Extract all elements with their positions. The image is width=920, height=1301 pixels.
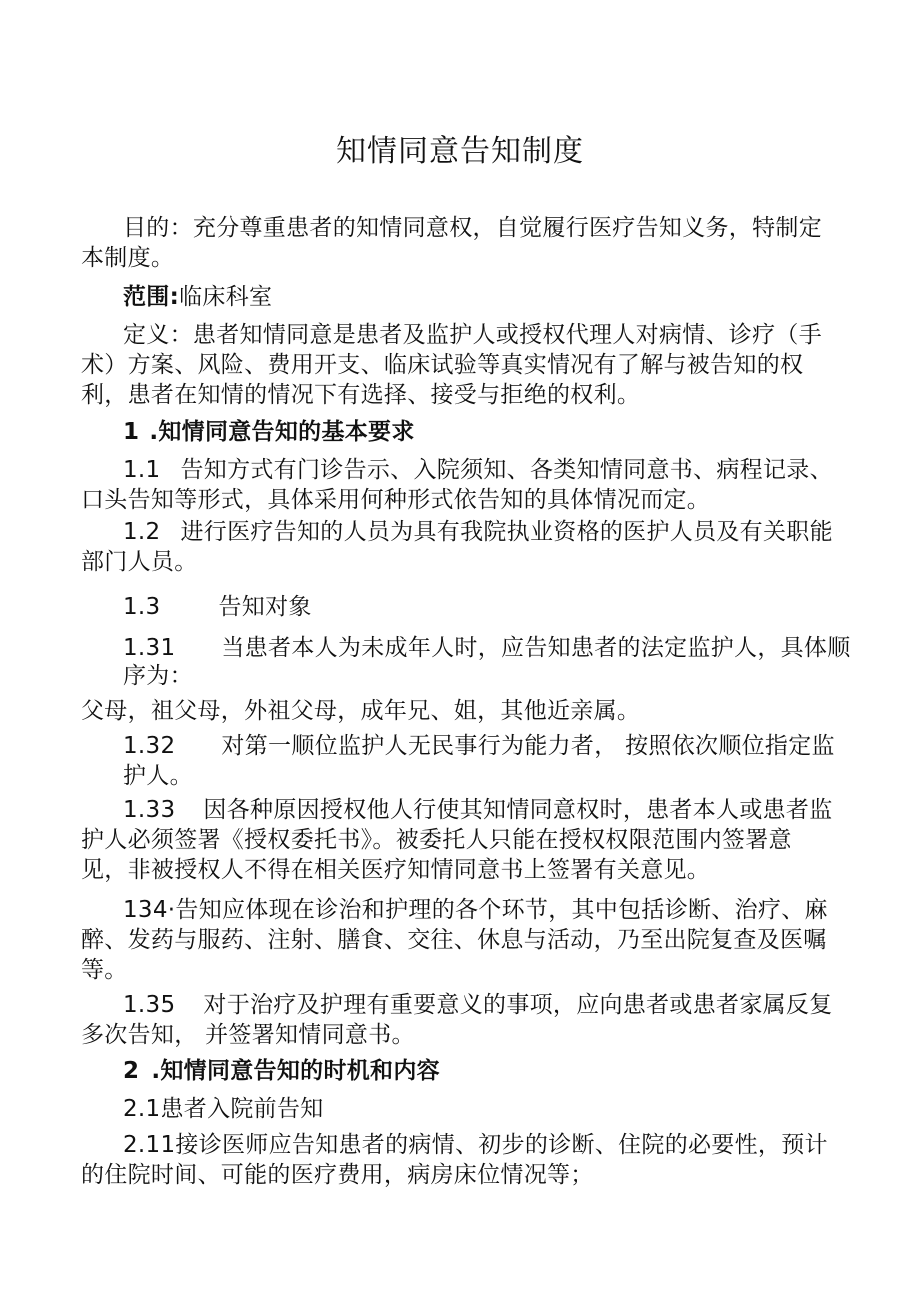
clause-1-2-line-1 xyxy=(123,517,833,547)
clause-1-3-text: 告知对象 xyxy=(218,594,312,620)
clause-1-1-text: 告知方式有门诊告示、入院须知、各类知情同意书、病程记录、 xyxy=(180,457,833,483)
clause-1-33-number: 1.33 xyxy=(123,797,176,823)
clause-2-1-line: 2.1患者入院前告知 xyxy=(123,1096,324,1122)
clause-1-34-line-2: 醉、发药与服药、注射、膳食、交往、休息与活动，乃至出院复查及医嘱 xyxy=(81,927,827,953)
clause-1-31-text: 当患者本人为未成年人时，应告知患者的法定监护人，具体顺 xyxy=(221,635,851,661)
clause-1-33-text: 因各种原因授权他人行使其知情同意权时，患者本人或患者监 xyxy=(203,797,833,823)
section-1-title: .知情同意告知的基本要求 xyxy=(149,419,415,445)
scope-text: 临床科室 xyxy=(179,284,273,310)
clause-1-2-line-2: 部门人员。 xyxy=(81,549,198,575)
clause-1-35-line-1 xyxy=(123,990,833,1020)
definition-line-2: 术）方案、风险、费用开支、临床试验等真实情况有了解与被告知的权 xyxy=(81,352,804,378)
section-2-title: .知情同意告知的时机和内容 xyxy=(151,1058,440,1084)
clause-2-11-line-2: 的住院时间、可能的医疗费用，病房床位情况等； xyxy=(81,1162,594,1188)
clause-1-1-number: 1.1 xyxy=(123,457,161,483)
clause-1-32-text: 对第一顺位监护人无民事行为能力者， 按照依次顺位指定监 xyxy=(221,733,835,759)
clause-1-3-line xyxy=(123,592,312,622)
clause-1-1-line-1 xyxy=(123,455,833,485)
clause-1-1-line-2: 口头告知等形式，具体采用何种形式依告知的具体情况而定。 xyxy=(81,487,711,513)
clause-1-31-line-2: 序为： xyxy=(123,663,193,689)
clause-1-31-line-3: 父母，祖父母，外祖父母，成年兄、姐，其他近亲属。 xyxy=(81,698,641,724)
purpose-line-2: 本制度。 xyxy=(81,245,175,271)
clause-1-32-number: 1.32 xyxy=(123,733,176,759)
scope-label: 范围: xyxy=(123,284,180,310)
clause-1-34-line-3: 等。 xyxy=(81,957,128,983)
clause-1-31-line-1 xyxy=(123,633,851,663)
definition-line-1: 定义：患者知情同意是患者及监护人或授权代理人对病情、诊疗（手 xyxy=(123,322,822,348)
clause-1-2-number: 1.2 xyxy=(123,519,161,545)
clause-1-35-text: 对于治疗及护理有重要意义的事项，应向患者或患者家属反复 xyxy=(203,992,833,1018)
scope-line xyxy=(123,282,272,312)
clause-1-33-line-3: 见，非被授权人不得在相关医疗知情同意书上签署有关意见。 xyxy=(81,857,711,883)
clause-2-11-line-1: 2.11接诊医师应告知患者的病情、初步的诊断、住院的必要性，预计 xyxy=(123,1132,828,1158)
section-1-heading xyxy=(123,417,415,447)
clause-1-2-text: 进行医疗告知的人员为具有我院执业资格的医护人员及有关职能 xyxy=(180,519,833,545)
clause-1-33-line-2: 护人必须签署《授权委托书》。被委托人只能在授权权限范围内签署意 xyxy=(81,827,792,853)
section-2-number: 2 xyxy=(123,1058,140,1084)
clause-1-33-line-1 xyxy=(123,795,833,825)
clause-1-3-number: 1.3 xyxy=(123,594,161,620)
definition-line-3: 利，患者在知情的情况下有选择、接受与拒绝的权利。 xyxy=(81,382,641,408)
clause-1-32-line-2: 护人。 xyxy=(123,763,193,789)
section-1-number: 1 xyxy=(123,419,140,445)
clause-1-35-number: 1.35 xyxy=(123,992,176,1018)
purpose-line-1: 目的：充分尊重患者的知情同意权，自觉履行医疗告知义务，特制定 xyxy=(123,215,822,241)
clause-1-31-number: 1.31 xyxy=(123,635,176,661)
clause-1-35-line-2: 多次告知， 并签署知情同意书。 xyxy=(81,1022,415,1048)
clause-1-34-line-1: 134·告知应体现在诊治和护理的各个环节，其中包括诊断、治疗、麻 xyxy=(123,897,828,923)
clause-1-32-line-1 xyxy=(123,731,835,761)
document-title: 知情同意告知制度 xyxy=(336,134,584,169)
section-2-heading xyxy=(123,1056,440,1086)
